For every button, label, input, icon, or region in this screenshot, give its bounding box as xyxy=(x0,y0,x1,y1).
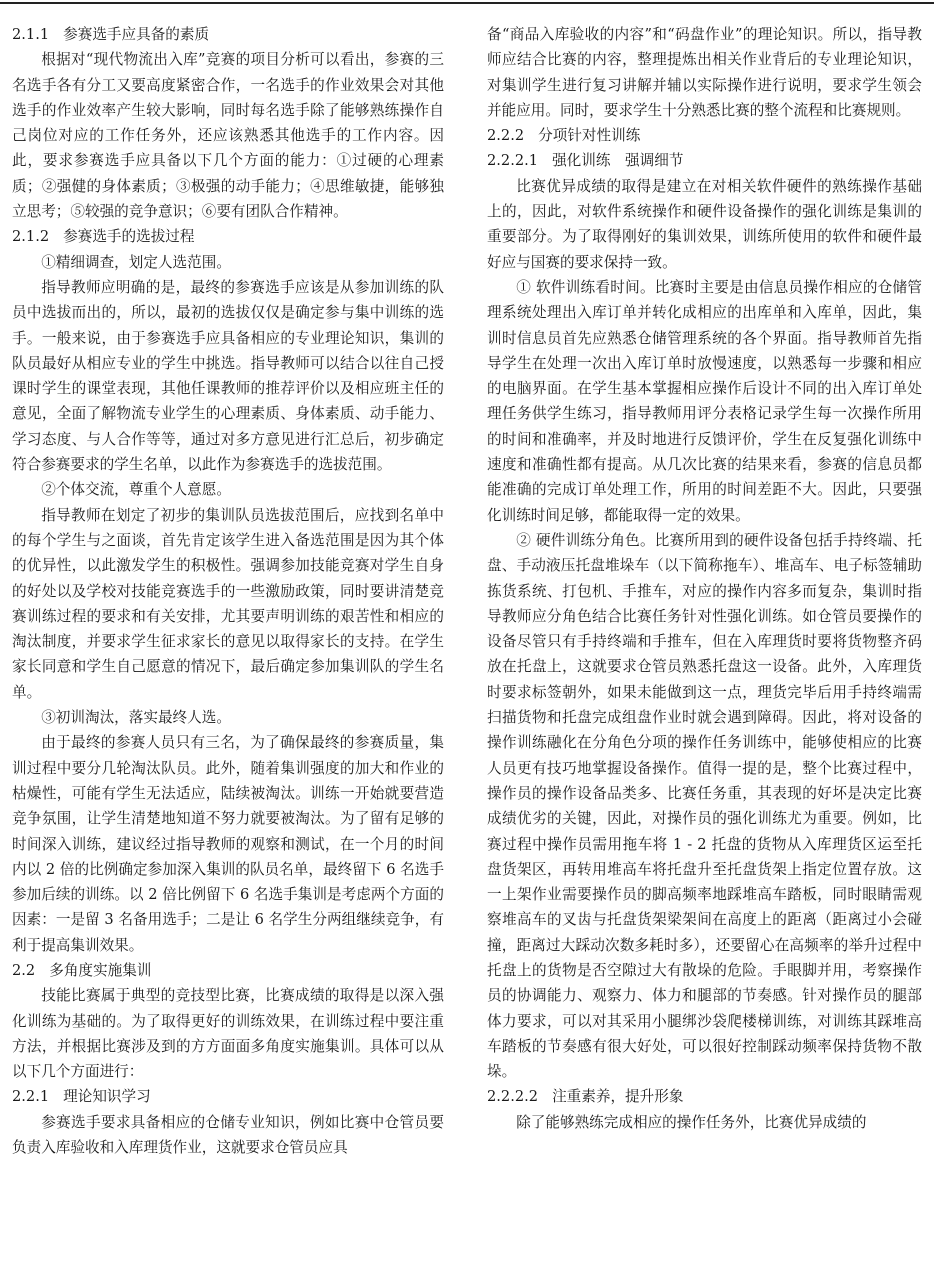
paragraph: 参赛选手要求具备相应的仓储专业知识，例如比赛中仓管员要负责入库验收和入库理货作业，这就要求仓管员应具 xyxy=(12,1113,444,1157)
section-title: 理论知识学习 xyxy=(63,1088,151,1106)
paragraph: ①精细调查，划定人选范围。 xyxy=(41,253,231,271)
section-title: 参赛选手应具备的素质 xyxy=(63,26,210,43)
paragraph: ②个体交流，尊重个人意愿。 xyxy=(41,481,231,499)
section-number: 2.1.1 xyxy=(12,26,50,43)
paragraph: 技能比赛属于典型的竞技型比赛，比赛成绩的取得是以深入强化训练为基础的。为了取得更好的训练效果，在训练过程中要注重方法，并根据比赛涉及到的方方面面多角度实施集训。具体可以从以下几个方面进行： xyxy=(12,987,444,1081)
section-heading xyxy=(12,22,444,47)
paragraph: ① 软件训练看时间。比赛时主要是由信息员操作相应的仓储管理系统处理出入库订单并转化成相应的出库单和入库单，因此，集训时信息员首先应熟悉仓储管理系统的各个界面。指导教师首先指导学生在处理一次出入库订单时放慢速度，以熟悉每一步骤和相应的电脑界面。在学生基本掌握相应操作后设计不同的出入库订单处理任务供学生练习，指导教师用评分表格记录学生每一次操作所用的时间和准确率，并及时地进行反馈评价，学生在反复强化训练中速度和准确性都有提高。从几次比赛的结果来看，参赛的信息员都能准确的完成订单处理工作，所用的时间差距不大。因此，只要强化训练时间足够，都能取得一定的效果。 xyxy=(487,278,922,524)
section-heading xyxy=(12,1084,444,1109)
section-heading xyxy=(487,1084,922,1109)
section-title: 分项针对性训练 xyxy=(538,127,641,145)
paragraph: ③初训淘汰，落实最终人选。 xyxy=(41,709,231,727)
section-title: 参赛选手的选拔过程 xyxy=(63,228,195,246)
section-number: 2.2.2 xyxy=(487,127,525,145)
left-column xyxy=(12,22,444,1160)
paragraph: 备“商品入库验收的内容”和“码盘作业”的理论知识。所以，指导教师应结合比赛的内容，整理提炼出相关作业背后的专业理论知识，对集训学生进行复习讲解并辅以实际操作进行说明，要求学生领会并能应用。同时，要求学生十分熟悉比赛的整个流程和比赛规则。 xyxy=(487,26,922,119)
paragraph: 比赛优异成绩的取得是建立在对相关软件硬件的熟练操作基础上的，因此，对软件系统操作和硬件设备操作的强化训练是集训的重要部分。为了取得刚好的集训效果，训练所使用的软件和硬件最好应与国赛的要求保持一致。 xyxy=(487,177,922,271)
section-heading xyxy=(487,148,922,173)
section-title: 多角度实施集训 xyxy=(49,961,152,979)
paragraph: 由于最终的参赛人员只有三名，为了确保最终的参赛质量，集训过程中要分几轮淘汰队员。此外，随着集训强度的加大和作业的枯燥性，可能有学生无法适应，陆续被淘汰。训练一开始就要营造竞争氛围，让学生清楚地知道不努力就要被淘汰。为了留有足够的时间深入训练，建议经过指导教师的观察和测试，在一个月的时间内以 2 倍的比例确定参加深入集训的队员名单，最终留下 6 名选手参加后续的训练。以 2 倍比例留下 6 名选手集训是考虑两个方面的因素：一是留 3 名备用选手；二是让 6 名学生分两组继续竞争，有利于提高集训效果。 xyxy=(12,734,444,954)
paragraph: 除了能够熟练完成相应的操作任务外，比赛优异成绩的 xyxy=(516,1113,867,1131)
paragraph: 指导教师在划定了初步的集训队员选拔范围后，应找到名单中的每个学生与之面谈，首先肯定该学生进入备选范围是因为其个体的优异性，以此激发学生的积极性。强调参加技能竞赛对学生自身的好处以及学校对技能竞赛选手的一些激励政策，同时要讲清楚竞赛训练过程的要求和有关安排，尤其要声明训练的艰苦性和相应的淘汰制度，并要求学生征求家长的意见以取得家长的支持。在学生家长同意和学生自己愿意的情况下，最后确定参加集训队的学生名单。 xyxy=(12,506,444,701)
section-number: 2.2.2.2 xyxy=(487,1088,539,1106)
section-number: 2.2.1 xyxy=(12,1088,50,1106)
section-heading xyxy=(487,123,922,148)
header-rule xyxy=(0,2,934,4)
section-number: 2.1.2 xyxy=(12,228,50,246)
right-column xyxy=(487,22,922,1135)
paragraph: 根据对“现代物流出入库”竞赛的项目分析可以看出，参赛的三名选手各有分工又要高度紧密合作，一名选手的作业效果会对其他选手的作业效率产生较大影响，同时每名选手除了能够熟练操作自己岗位对应的工作任务外，还应该熟悉其他选手的工作内容。因此，要求参赛选手应具备以下几个方面的能力：①过硬的心理素质；②强健的身体素质；③极强的动手能力；④思维敏捷，能够独立思考；⑤较强的竞争意识；⑥要有团队合作精神。 xyxy=(12,51,444,221)
paragraph: 指导教师应明确的是，最终的参赛选手应该是从参加训练的队员中选拔而出的，所以，最初的选拔仅仅是确定参与集中训练的选手。一般来说，由于参赛选手应具备相应的专业理论知识，集训的队员最好从相应专业的学生中挑选。指导教师可以结合以往自己授课时学生的课堂表现，其他任课教师的推荐评价以及相应班主任的意见，全面了解物流专业学生的心理素质、身体素质、动手能力、学习态度、与人合作等等，通过对多方意见进行汇总后，初步确定符合参赛要求的学生名单，以此作为参赛选手的选拔范围。 xyxy=(12,278,444,474)
section-heading xyxy=(12,224,444,249)
section-number: 2.2.2.1 xyxy=(487,152,539,170)
paragraph: ② 硬件训练分角色。比赛所用到的硬件设备包括手持终端、托盘、手动液压托盘堆垛车（以下简称拖车）、堆高车、电子标签辅助拣货系统、打包机、手推车，对应的操作内容多而复杂，集训时指导教师应分角色结合比赛任务针对性强化训练。如仓管员要操作的设备尽管只有手持终端和手推车，但在入库理货时要将货物整齐码放在托盘上，这就要求仓管员熟悉托盘这一设备。此外，入库理货时要求标签朝外，如果未能做到这一点，理货完毕后用手持终端需扫描货物和托盘完成组盘作业时就会遇到障碍。因此，将对设备的操作训练融化在分角色分项的操作任务训练中，能够使相应的比赛人员更有技巧地掌握设备操作。值得一提的是，整个比赛过程中，操作员的操作设备品类多、比赛任务重，其表现的好坏是决定比赛成绩优劣的关键，因此，对操作员的强化训练尤为重要。例如，比赛过程中操作员需用拖车将 1 - 2 托盘的货物从入库理货区运至托盘货架区，再转用堆高车将托盘升至托盘货架上指定位置存放。这一上架作业需要操作员的脚高频率地踩堆高车踏板，同时眼睛需观察堆高车的叉齿与托盘货架梁架间在高度上的距离（距离过小会碰撞，距离过大踩动次数多耗时多），还要留心在高频率的举升过程中托盘上的货物是否空隙过大有散垛的危险。手眼脚并用，考察操作员的协调能力、观察力、体力和腿部的节奏感。针对操作员的腿部体力要求，可以对其采用小腿绑沙袋爬楼梯训练，对训练其踩堆高车踏板的节奏感有很大好处，可以很好控制踩动频率保持货物不散垛。 xyxy=(487,531,922,1081)
section-heading xyxy=(12,958,444,983)
section-title: 注重素养，提升形象 xyxy=(552,1088,684,1106)
section-title: 强化训练 强调细节 xyxy=(552,152,684,170)
section-number: 2.2 xyxy=(12,961,36,979)
